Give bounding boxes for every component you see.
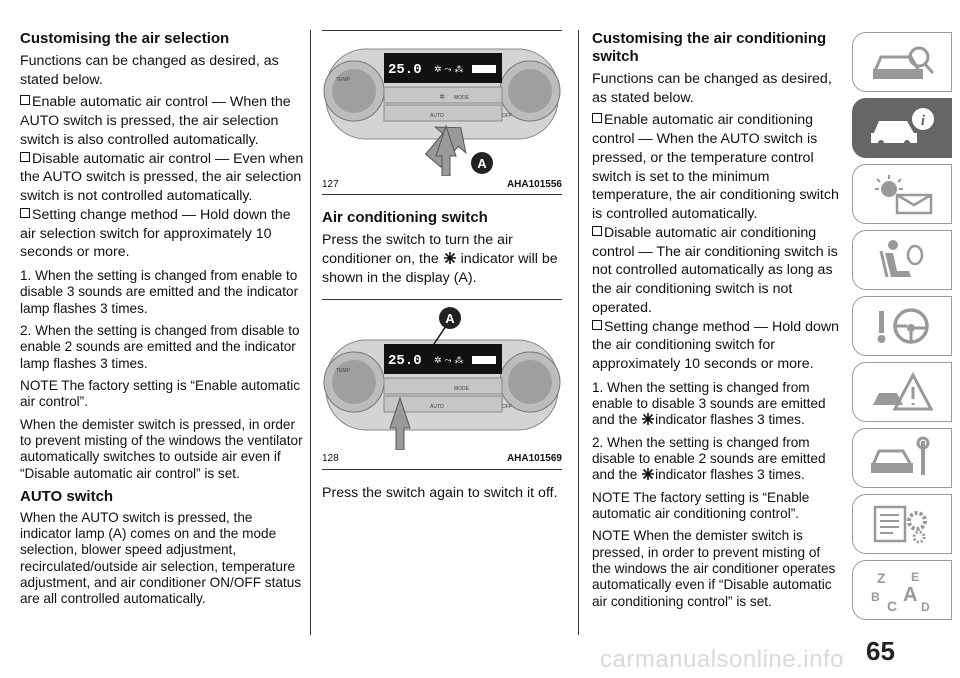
display-temperature: 25.0 [388, 353, 422, 370]
step-text: 1. When the setting is changed from enable to disable 3 sounds are emitted and the indicator flashes 3 times. [592, 379, 826, 428]
square-bullet-icon [20, 95, 30, 105]
snowflake-icon [641, 412, 655, 426]
snowflake-icon [641, 467, 655, 481]
mode-button-label: MODE [454, 95, 469, 101]
svg-text:✲: ✲ [439, 94, 445, 101]
car-info-icon [867, 105, 937, 151]
figure-code: AHA101569 [506, 453, 562, 465]
tab-alphabet-index[interactable] [852, 560, 952, 620]
svg-text:C: C [887, 598, 898, 613]
settings-list-icon [867, 501, 937, 547]
bullet-item: Enable automatic air conditioning control — When the AUTO switch is pressed, or the temperature control switch is set to the minimum temperature, the air conditioning switch is controlled automatically. [592, 112, 839, 223]
ac-switch-text: Press the switch to turn the air conditioner on, the indicator will be shown in the display (A). [322, 232, 558, 286]
svg-text:✲ ⤳ ⁂: ✲ ⤳ ⁂ [434, 356, 464, 367]
tab-settings-list[interactable] [852, 494, 952, 554]
heading-air-selection: Customising the air selection [20, 30, 230, 47]
callout-a: A [445, 311, 455, 327]
temp-label: TEMP [336, 368, 350, 375]
column-3 [592, 30, 842, 616]
figure-127 [322, 30, 562, 195]
figure-number: 128 [322, 453, 339, 465]
tab-car-search[interactable] [852, 32, 952, 92]
tab-airbag-seat[interactable] [852, 230, 952, 290]
airbag-seat-icon [867, 237, 937, 283]
svg-text:E: E [911, 570, 920, 584]
alphabet-index-icon [867, 567, 937, 613]
watermark-text: carmanualsonline.info [600, 646, 844, 673]
air-selection-intro: Functions can be changed as desired, as stated below. [20, 53, 279, 88]
column-divider [310, 30, 311, 635]
figure-number: 127 [322, 179, 339, 190]
auto-button-label: AUTO [430, 113, 444, 119]
note-text: NOTE The factory setting is “Enable automatic air control”. [20, 377, 301, 410]
climate-panel-illustration [322, 31, 562, 176]
tab-steering-key[interactable] [852, 296, 952, 356]
auto-button-label: AUTO [430, 404, 444, 411]
step-text: 1. When the setting is changed from enable to disable 3 sounds are emitted and the indicator lamp flashes 3 times. [20, 268, 299, 316]
svg-text:B: B [871, 590, 880, 604]
svg-text:Z: Z [877, 570, 886, 586]
auto-switch-text: When the AUTO switch is pressed, the indicator lamp (A) comes on and the mode selection, blower speed adjustment, recirculated/outside air selection, temperature adjustment, and air conditioner ON/OFF status are all controlled automatically. [20, 509, 302, 607]
climate-panel-illustration [322, 300, 562, 450]
figure-code: AHA101556 [506, 179, 562, 190]
press-again-text: Press the switch again to switch it off. [322, 484, 558, 501]
bullet-item: Enable automatic air control — When the AUTO switch is pressed, the air selection switch is also controlled automatically. [20, 94, 291, 148]
note-text: NOTE When the demister switch is pressed, in order to prevent misting of the windows the air conditioner operates automatically even if “Disable automatic air conditioning control” is set. [592, 528, 836, 609]
callout-a: A [477, 156, 487, 171]
square-bullet-icon [20, 152, 30, 162]
car-search-icon [867, 39, 937, 85]
mode-button-label: MODE [454, 386, 469, 393]
ac-custom-intro: Functions can be changed as desired, as stated below. [592, 71, 832, 106]
square-bullet-icon [592, 113, 602, 123]
svg-text:D: D [921, 600, 930, 613]
column-1 [20, 30, 305, 614]
heading-auto-switch: AUTO switch [20, 487, 114, 505]
heading-ac-customise: Customising the air conditioning switch [592, 30, 827, 65]
note-text: NOTE The factory setting is “Enable automatic air conditioning control”. [592, 489, 810, 521]
warning-lights-icon [867, 171, 937, 217]
hazard-triangle-icon [867, 369, 937, 415]
square-bullet-icon [592, 226, 602, 236]
off-button-label: OFF [502, 404, 512, 411]
tab-car-wrench[interactable] [852, 428, 952, 488]
bullet-item: Disable automatic air conditioning control — The air conditioning switch is not controlled automatically as long as the air conditioning switch is not operated. [592, 224, 838, 316]
snowflake-icon [443, 251, 457, 265]
step-text: 2. When the setting is changed from disable to enable 2 sounds are emitted and the indicator lamp flashes 3 times. [20, 323, 300, 371]
heading-ac-switch: Air conditioning switch [322, 209, 488, 227]
column-2 [322, 30, 562, 506]
temp-label: TEMP [336, 77, 350, 83]
steering-wheel-key-icon [867, 303, 937, 349]
tab-car-info[interactable] [852, 98, 952, 158]
chapter-tabs [852, 32, 952, 626]
bullet-item: Setting change method — Hold down the air conditioning switch for approximately 10 seconds or more. [592, 318, 840, 373]
square-bullet-icon [20, 208, 30, 218]
tab-warning-lights[interactable] [852, 164, 952, 224]
figure-caption [322, 176, 562, 194]
svg-text:✲ ⤳ ⁂: ✲ ⤳ ⁂ [434, 65, 464, 75]
svg-text:i: i [920, 113, 926, 129]
step-text: 2. When the setting is changed from disable to enable 2 sounds are emitted and the indicator flashes 3 times. [592, 434, 826, 483]
car-wrench-icon [867, 435, 937, 481]
svg-text:A: A [903, 584, 918, 606]
bullet-item: Setting change method — Hold down the air selection switch for approximately 10 seconds or more. [20, 206, 291, 261]
square-bullet-icon [592, 320, 602, 330]
tab-hazard[interactable] [852, 362, 952, 422]
figure-caption [322, 450, 562, 468]
column-divider [578, 30, 579, 635]
figure-128 [322, 299, 562, 469]
bullet-item: Disable automatic air control — Even when the AUTO switch is pressed, the air selection switch is not controlled automatically. [20, 150, 304, 205]
demister-text: When the demister switch is pressed, in order to prevent misting of the windows the ventilator automatically switches to outside air even if “Disable automatic air control” is set. [20, 416, 303, 481]
page-number: 65 [866, 636, 895, 666]
off-button-label: OFF [502, 113, 512, 119]
display-temperature: 25.0 [388, 62, 422, 78]
